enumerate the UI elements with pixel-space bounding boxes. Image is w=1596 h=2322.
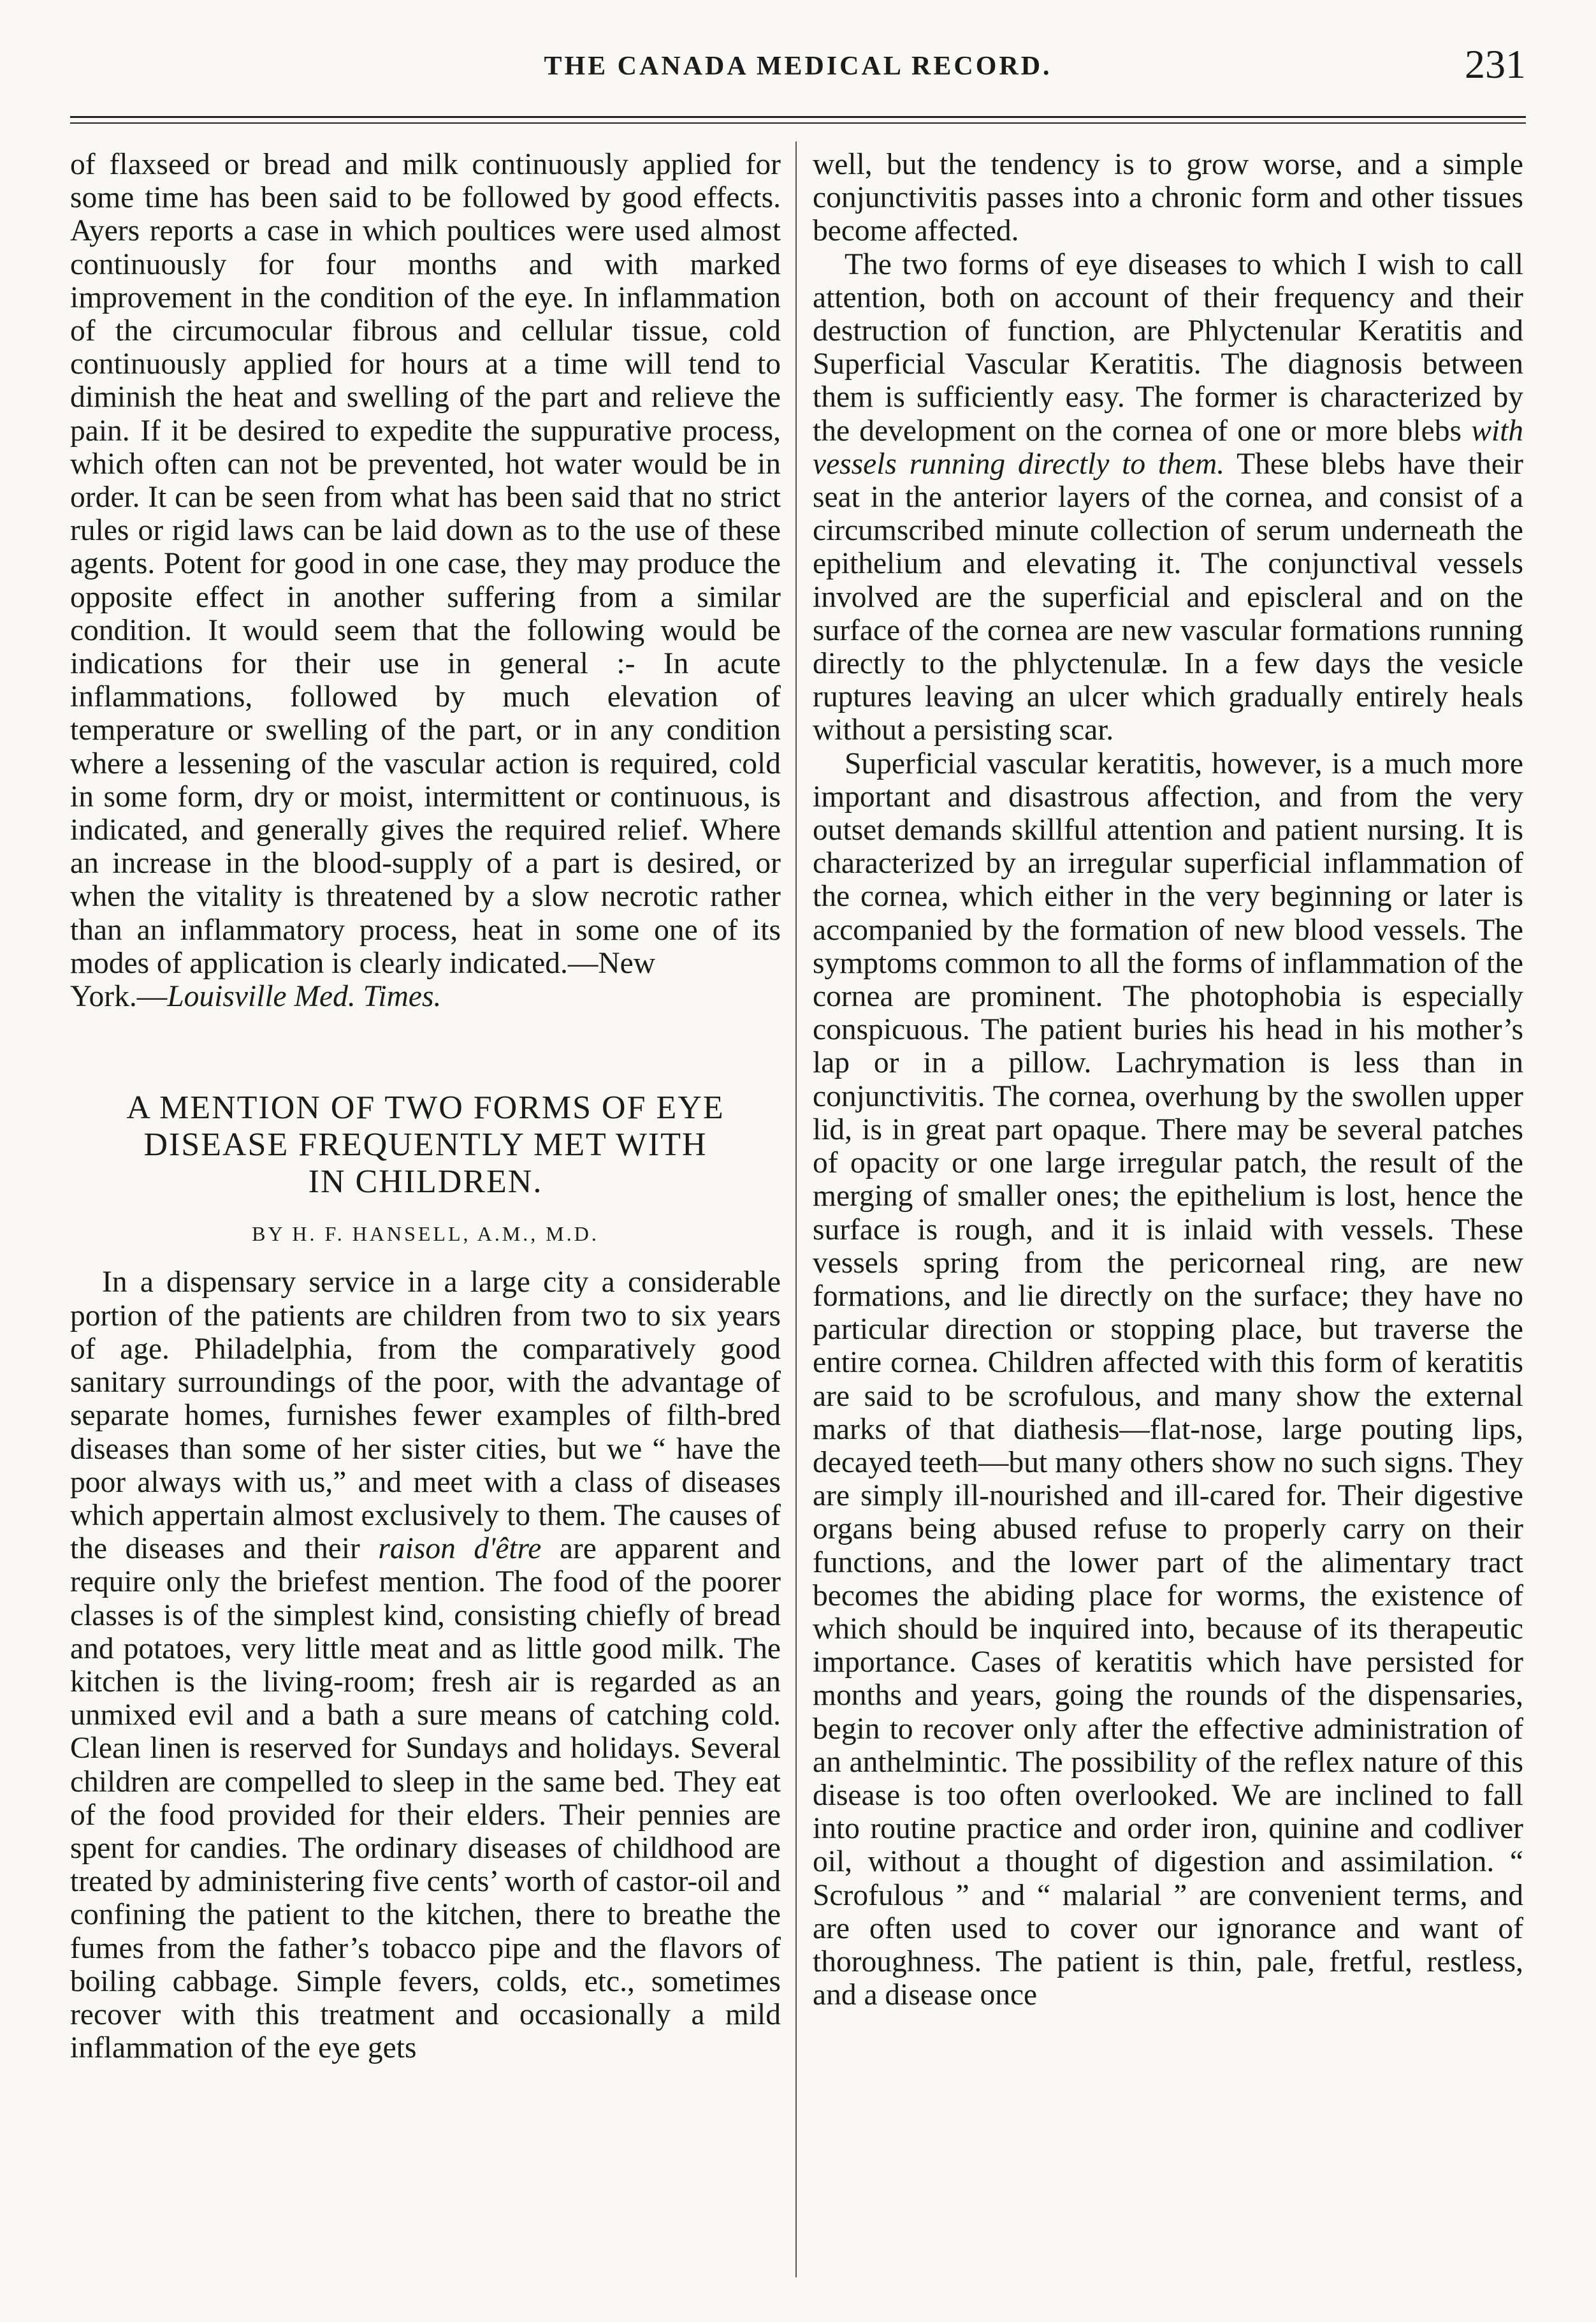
page-number: 231 bbox=[1465, 41, 1526, 87]
page-header bbox=[70, 41, 1526, 91]
header-rule-thin bbox=[70, 122, 1526, 124]
source-citation: Louisville Med. Times. bbox=[167, 980, 442, 1014]
paragraph-text: are apparent and require only the briefest mention. The food of the poorer classes is of the simplest kind, consisting chiefly of bread and potatoes, very little meat and as little good milk. The kitchen is the living-room; fresh air is regarded as an unmixed evil and a bath a sure means of catching cold. Clean linen is reserved for Sundays and holidays. Several children are compelled to sleep in the same bed. They eat of the food provided for their elders. Their pennies are spent for candies. The ordinary diseases of childhood are treated by administering five cents’ worth of castor-oil and confining the patient to the kitchen, there to breathe the fumes from the father’s tobacco pipe and the flavors of boiling cabbage. Simple fevers, colds, etc., sometimes recover with this treatment and occasionally a mild inflammation of the eye gets bbox=[70, 1532, 781, 2065]
paragraph bbox=[70, 148, 781, 1013]
header-rule bbox=[70, 116, 1526, 118]
paragraph-text: In a dispensary service in a large city a considerable portion of the patients are children from two to six years of age. Philadelphia, from the comparatively good sanitary surroundings of the poor, with the advantage of separate homes, furnishes fewer examples of filth-bred diseases than some of her sister cities, but we “ have the poor always with us,” and meet with a class of diseases which appertain almost exclusively to them. The causes of the diseases and their bbox=[70, 1266, 781, 1566]
byline: BY H. F. HANSELL, A.M., M.D. bbox=[252, 1222, 599, 1246]
article-title-line: DISEASE FREQUENTLY MET WITH bbox=[143, 1127, 707, 1164]
paragraph bbox=[70, 1266, 781, 2064]
italic-phrase: raison d'être bbox=[378, 1532, 542, 1566]
article-title bbox=[70, 1090, 781, 1201]
italic-phrase: with vessels running directly to them. bbox=[813, 414, 1524, 481]
article-title-line: A MENTION OF TWO FORMS OF EYE bbox=[126, 1090, 725, 1127]
source-prefix: York.— bbox=[70, 980, 168, 1014]
paragraph-text: These blebs have their seat in the anterior layers of the cornea, and consist of a circumscribed minute collection of serum underneath the epithelium and elevating it. The conjunctival vessels involved are the superficial and episcleral and on the surface of the cornea are new vascular formations running directly to the phlyctenulæ. In a few days the vesicle ruptures leaving an ulcer which gradually entirely heals without a persisting scar. bbox=[813, 447, 1523, 747]
article-title-line: IN CHILDREN. bbox=[308, 1164, 543, 1201]
column-divider bbox=[795, 142, 797, 2277]
left-column bbox=[70, 148, 781, 2064]
paragraph: well, but the tendency is to grow worse, and a simple conjunctivitis passes into a chronic form and other tissues become affected. bbox=[813, 148, 1523, 248]
paragraph-text: The two forms of eye diseases to which I wish to call attention, both on account of their frequency and their destruction of function, are Phlyctenular Keratitis and Superficial Vascular Keratitis. The diagnosis between them is sufficiently easy. The former is characterized by the development on the cornea of one or more blebs bbox=[813, 247, 1523, 448]
paragraph bbox=[813, 248, 1523, 747]
paragraph: Superficial vascular keratitis, however, is a much more important and disastrous affection, and from the very outset demands skillful attention and patient nursing. It is characterized by an irregular superficial inflammation of the cornea, which either in the very beginning or later is accompanied by the formation of new blood vessels. The symptoms common to all the forms of inflammation of the cornea are prominent. The photophobia is especially conspicuous. The patient buries his head in his mother’s lap or in a pillow. Lachrymation is less than in conjunctivitis. The cornea, overhung by the swollen upper lid, is in great part opaque. There may be several patches of opacity or one large irregular patch, the result of the merging of smaller ones; the epithelium is lost, hence the surface is rough, and it is inlaid with vessels. These vessels spring from the pericorneal ring, are new formations, and lie directly on the surface; they have no particular direction or stopping place, but traverse the entire cornea. Children affected with this form of keratitis are said to be scrofulous, and many show the external marks of that diathesis—flat-nose, large pouting lips, decayed teeth—but many others show no such signs. They are simply ill-nourished and ill-cared for. Their digestive organs being abused refuse to properly carry on their functions, and the lower part of the alimentary tract becomes the abiding place for worms, the existence of which should be inquired into, because of its therapeutic importance. Cases of keratitis which have persisted for months and years, going the rounds of the dispensaries, begin to recover only after the effective administration of an anthelmintic. The possibility of the reflex nature of this disease is too often overlooked. We are inclined to fall into routine practice and order iron, quinine and codliver oil, without a thought of digestion and assimilation. “ Scrofulous ” and “ malarial ” are convenient terms, and are often used to cover our ignorance and want of thoroughness. The patient is thin, pale, fretful, restless, and a disease once bbox=[813, 747, 1523, 2012]
right-column bbox=[813, 148, 1523, 2012]
running-title: THE CANADA MEDICAL RECORD. bbox=[544, 52, 1052, 81]
paragraph-text: of flaxseed or bread and milk continuously applied for some time has been said to be followed by good effects. Ayers reports a case in which poultices were used almost continuously for four months and with marked improvement in the condition of the eye. In inflammation of the circumocular fibrous and cellular tissue, cold continuously applied for hours at a time will tend to diminish the heat and swelling of the part and relieve the pain. If it be desired to expedite the suppurative process, which often can not be prevented, hot water would be in order. It can be seen from what has been said that no strict rules or rigid laws can be laid down as to the use of these agents. Potent for good in one case, they may produce the opposite effect in another suffering from a similar condition. It would seem that the following would be indications for their use in general :- In acute inflammations, followed by much elevation of temperature or swelling of the part, or in any condition where a lessening of the vascular action is required, cold in some form, dry or moist, intermittent or continuous, is indicated, and generally gives the required relief. Where an increase in the blood-supply of a part is desired, or when the vitality is threatened by a slow necrotic rather than an inflammatory process, heat in some one of its modes of application is clearly indicated.—New bbox=[70, 148, 781, 980]
